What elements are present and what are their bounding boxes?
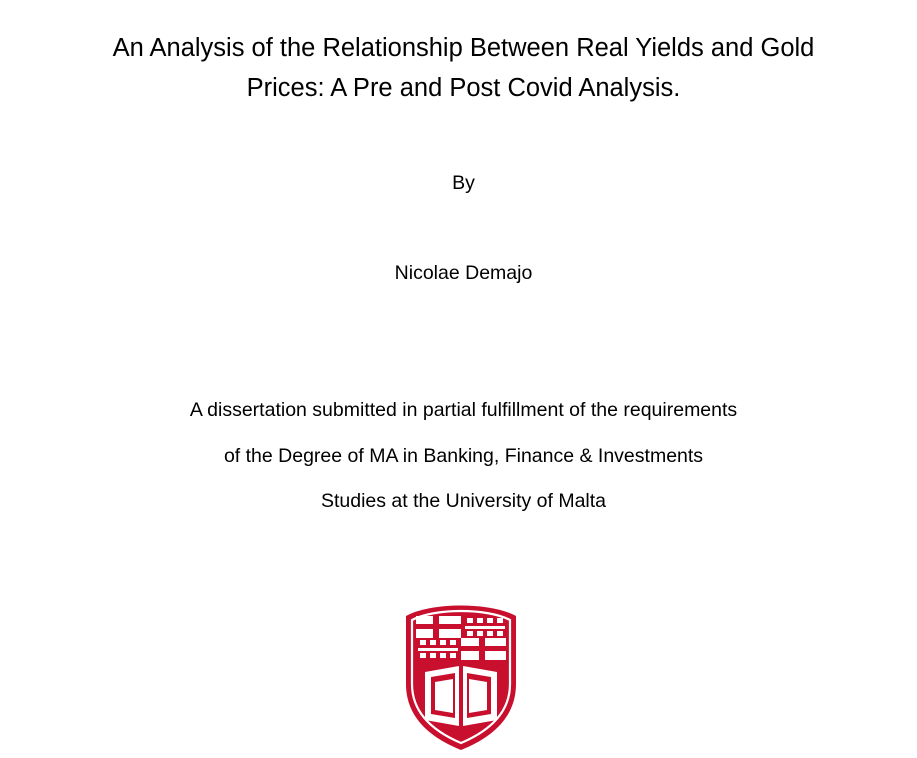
university-of-malta-crest-icon bbox=[395, 600, 527, 753]
dissertation-title bbox=[0, 28, 917, 108]
statement-line-1: A dissertation submitted in partial fulfillment of the requirements bbox=[189, 399, 738, 421]
statement-line-3: Studies at the University of Malta bbox=[320, 490, 607, 512]
title-line-1: An Analysis of the Relationship Between Real Yields and Gold bbox=[112, 34, 815, 62]
title-line-2: Prices: A Pre and Post Covid Analysis. bbox=[246, 74, 681, 102]
by-label: By bbox=[452, 172, 475, 194]
submission-statement bbox=[0, 388, 917, 525]
author-name: Nicolae Demajo bbox=[394, 262, 533, 284]
statement-line-2: of the Degree of MA in Banking, Finance & Investments bbox=[223, 444, 704, 467]
